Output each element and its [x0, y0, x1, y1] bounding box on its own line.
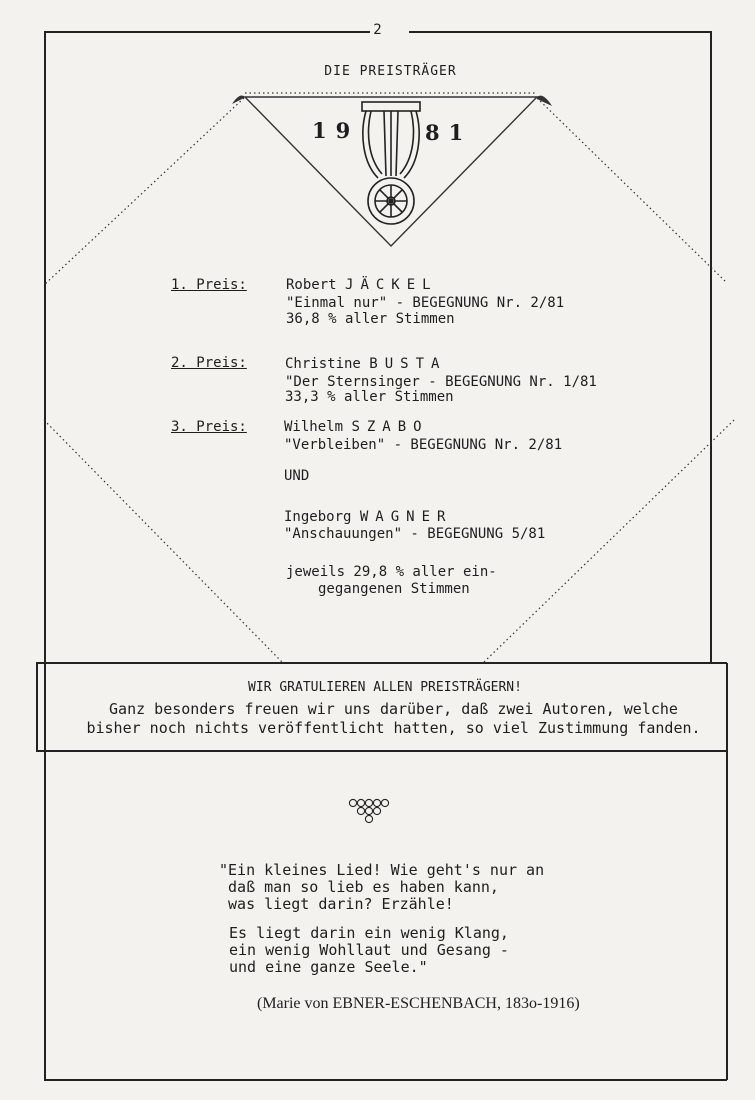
- congratulations-paragraph: [0, 700, 755, 738]
- frame-bottom: [44, 1079, 727, 1081]
- lyre-emblem-icon: [356, 92, 426, 232]
- poem-line-1: "Ein kleines Lied! Wie geht's nur an: [219, 861, 545, 879]
- prize-3b-last-name: WAGNER: [359, 509, 453, 525]
- prize-2-last-name: BUSTA: [369, 356, 447, 372]
- poem-attribution: (Marie von EBNER-ESCHENBACH, 183o-1916): [257, 995, 580, 1012]
- prize-2-winner: [285, 356, 446, 373]
- prize-3-votes-2: gegangenen Stimmen: [318, 581, 470, 597]
- page-heading: DIE PREISTRÄGER: [324, 64, 457, 79]
- prize-3-work-1: "Verbleiben" - BEGEGNUNG Nr. 2/81: [284, 437, 563, 453]
- prize-3-label: 3. Preis:: [171, 419, 247, 435]
- prize-3-work-2: "Anschauungen" - BEGEGNUNG 5/81: [284, 526, 546, 542]
- prize-3-und: UND: [284, 468, 310, 484]
- prize-2-votes: 33,3 % aller Stimmen: [285, 389, 454, 405]
- prize-1-last-name: JÄCKEL: [345, 277, 438, 293]
- prize-3-winner-2: [284, 509, 452, 526]
- paragraph-line-2: bisher noch nichts veröffentlicht hatten, so viel Zustimmung fanden.: [86, 719, 701, 737]
- prize-1-first-name: Robert: [286, 277, 337, 293]
- page-number: 2: [373, 22, 382, 38]
- prize-3a-last-name: SZABO: [351, 419, 429, 435]
- prize-1-winner: [286, 277, 438, 294]
- congratulations-heading: WIR GRATULIEREN ALLEN PREISTRÄGERN!: [248, 680, 522, 695]
- poem-line-2: daß man so lieb es haben kann,: [219, 878, 499, 896]
- prize-3-votes-1: jeweils 29,8 % aller ein-: [286, 564, 497, 580]
- poem-line-6: und eine ganze Seele.": [229, 958, 428, 976]
- poem-line-4: Es liegt darin ein wenig Klang,: [229, 924, 509, 942]
- prize-1-label: 1. Preis:: [171, 277, 247, 293]
- prize-2-first-name: Christine: [285, 356, 361, 372]
- year-left: 19: [312, 118, 360, 143]
- year-right: 81: [425, 120, 473, 145]
- poem-line-5: ein wenig Wohllaut und Gesang -: [229, 941, 509, 959]
- poem-line-3: was liegt darin? Erzähle!: [219, 895, 454, 913]
- prize-2-work: "Der Sternsinger - BEGEGNUNG Nr. 1/81: [285, 374, 597, 390]
- prize-3a-first-name: Wilhelm: [284, 419, 344, 435]
- prize-3-winner-1: [284, 419, 429, 436]
- divider-bottom: [36, 750, 727, 752]
- paragraph-line-1: Ganz besonders freuen wir uns darüber, daß zwei Autoren, welche: [109, 700, 678, 718]
- circles-ornament-icon: [346, 798, 396, 828]
- prize-1-work: "Einmal nur" - BEGEGNUNG Nr. 2/81: [286, 295, 565, 311]
- prize-3b-first-name: Ingeborg: [284, 509, 352, 525]
- prize-1-votes: 36,8 % aller Stimmen: [286, 311, 455, 327]
- prize-2-label: 2. Preis:: [171, 355, 247, 371]
